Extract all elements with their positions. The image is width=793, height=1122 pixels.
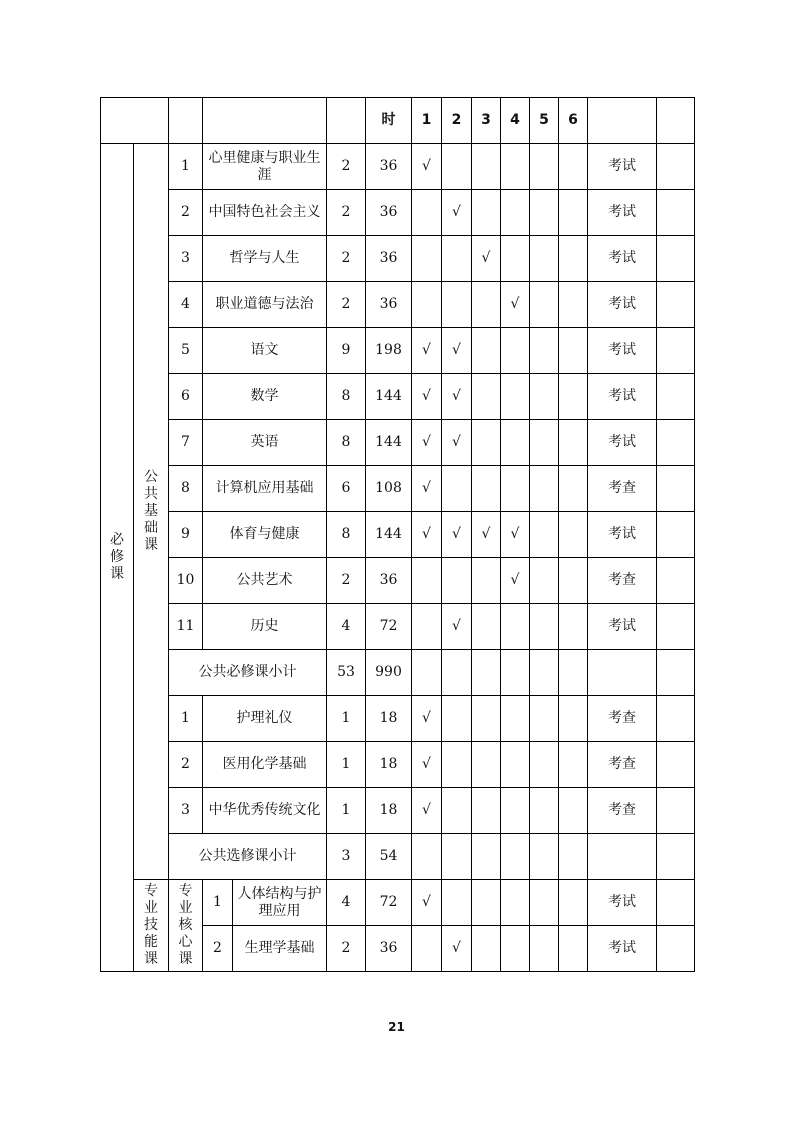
semester-mark xyxy=(559,420,588,466)
course-remarks xyxy=(657,374,695,420)
semester-mark: √ xyxy=(412,742,442,788)
table-row xyxy=(101,420,695,466)
course-assessment: 考试 xyxy=(588,374,657,420)
semester-mark: √ xyxy=(442,926,472,972)
semester-mark xyxy=(501,328,530,374)
category-public-basic xyxy=(134,144,169,880)
course-assessment: 考试 xyxy=(588,512,657,558)
semester-mark: √ xyxy=(412,880,442,926)
table-row xyxy=(101,328,695,374)
subtotal-label: 公共选修课小计 xyxy=(169,834,327,880)
course-hours: 36 xyxy=(366,558,412,604)
course-credits: 6 xyxy=(327,466,366,512)
table-row xyxy=(101,604,695,650)
subtotal-row xyxy=(101,834,695,880)
course-hours: 18 xyxy=(366,696,412,742)
header-semester-6: 6 xyxy=(559,98,588,144)
course-remarks xyxy=(657,282,695,328)
course-assessment: 考查 xyxy=(588,558,657,604)
semester-mark xyxy=(530,144,559,190)
semester-mark: √ xyxy=(412,374,442,420)
subtotal-hours: 990 xyxy=(366,650,412,696)
course-hours: 72 xyxy=(366,880,412,926)
table-row xyxy=(101,236,695,282)
header-semester-1: 1 xyxy=(412,98,442,144)
header-assessment-cell xyxy=(588,98,657,144)
course-hours: 36 xyxy=(366,282,412,328)
course-credits: 2 xyxy=(327,926,366,972)
course-credits: 2 xyxy=(327,144,366,190)
course-credits: 4 xyxy=(327,604,366,650)
semester-mark xyxy=(472,926,501,972)
course-remarks xyxy=(657,190,695,236)
course-credits: 1 xyxy=(327,742,366,788)
semester-mark xyxy=(472,788,501,834)
course-no: 7 xyxy=(169,420,203,466)
course-assessment: 考查 xyxy=(588,466,657,512)
semester-mark xyxy=(501,144,530,190)
semester-mark xyxy=(472,282,501,328)
semester-mark: √ xyxy=(412,512,442,558)
table-row xyxy=(101,880,695,926)
course-no: 1 xyxy=(169,696,203,742)
course-credits: 4 xyxy=(327,880,366,926)
semester-mark xyxy=(501,374,530,420)
semester-mark xyxy=(442,788,472,834)
semester-mark: √ xyxy=(442,374,472,420)
course-no: 4 xyxy=(169,282,203,328)
course-hours: 36 xyxy=(366,926,412,972)
page-number: 21 xyxy=(388,1020,405,1034)
semester-mark xyxy=(530,788,559,834)
table-row xyxy=(101,282,695,328)
semester-mark xyxy=(472,466,501,512)
semester-mark xyxy=(501,926,530,972)
header-semester-4: 4 xyxy=(501,98,530,144)
course-remarks xyxy=(657,926,695,972)
semester-mark xyxy=(530,512,559,558)
course-name: 公共艺术 xyxy=(203,558,327,604)
table-row xyxy=(101,742,695,788)
category-professional-core xyxy=(169,880,203,972)
course-assessment: 考试 xyxy=(588,880,657,926)
course-name: 语文 xyxy=(203,328,327,374)
course-no: 11 xyxy=(169,604,203,650)
semester-mark xyxy=(530,834,559,880)
course-credits: 8 xyxy=(327,374,366,420)
semester-mark xyxy=(412,282,442,328)
semester-mark xyxy=(442,696,472,742)
course-name: 职业道德与法治 xyxy=(203,282,327,328)
semester-mark xyxy=(559,880,588,926)
semester-mark xyxy=(530,880,559,926)
course-hours: 18 xyxy=(366,788,412,834)
semester-mark xyxy=(530,742,559,788)
subtotal-label: 公共必修课小计 xyxy=(169,650,327,696)
semester-mark xyxy=(559,328,588,374)
semester-mark: √ xyxy=(412,466,442,512)
semester-mark xyxy=(501,420,530,466)
course-hours: 36 xyxy=(366,190,412,236)
semester-mark xyxy=(559,144,588,190)
semester-mark xyxy=(412,834,442,880)
semester-mark: √ xyxy=(442,420,472,466)
semester-mark xyxy=(501,190,530,236)
semester-mark xyxy=(442,558,472,604)
semester-mark xyxy=(559,190,588,236)
semester-mark xyxy=(501,650,530,696)
course-name: 护理礼仪 xyxy=(203,696,327,742)
subtotal-credits: 53 xyxy=(327,650,366,696)
semester-mark xyxy=(472,742,501,788)
course-remarks xyxy=(657,742,695,788)
category-professional-skill-text: 专业技能课 xyxy=(144,883,158,967)
semester-mark xyxy=(472,696,501,742)
semester-mark: √ xyxy=(412,788,442,834)
semester-mark xyxy=(530,282,559,328)
header-semester-3: 3 xyxy=(472,98,501,144)
course-remarks xyxy=(657,466,695,512)
course-name: 生理学基础 xyxy=(233,926,327,972)
course-no: 5 xyxy=(169,328,203,374)
course-assessment: 考试 xyxy=(588,190,657,236)
category-required xyxy=(101,144,134,972)
course-hours: 18 xyxy=(366,742,412,788)
semester-mark xyxy=(442,834,472,880)
course-remarks xyxy=(657,558,695,604)
semester-mark xyxy=(472,558,501,604)
course-assessment: 考试 xyxy=(588,144,657,190)
category-public-basic-text: 公共基础课 xyxy=(144,469,158,553)
semester-mark xyxy=(559,788,588,834)
category-required-text: 必修课 xyxy=(110,532,124,582)
course-remarks xyxy=(657,788,695,834)
header-remarks-cell xyxy=(657,98,695,144)
table-row xyxy=(101,190,695,236)
course-name: 英语 xyxy=(203,420,327,466)
semester-mark xyxy=(559,236,588,282)
course-name: 医用化学基础 xyxy=(203,742,327,788)
semester-mark xyxy=(412,650,442,696)
subtotal-remarks xyxy=(657,650,695,696)
table-row xyxy=(101,144,695,190)
course-no: 1 xyxy=(203,880,233,926)
semester-mark xyxy=(530,466,559,512)
course-no: 2 xyxy=(203,926,233,972)
course-remarks xyxy=(657,512,695,558)
course-no: 8 xyxy=(169,466,203,512)
table-row xyxy=(101,558,695,604)
semester-mark xyxy=(530,328,559,374)
curriculum-table xyxy=(100,97,695,972)
table-body xyxy=(101,98,695,972)
semester-mark xyxy=(559,604,588,650)
semester-mark xyxy=(559,282,588,328)
course-assessment: 考查 xyxy=(588,742,657,788)
subtotal-hours: 54 xyxy=(366,834,412,880)
category-professional-core-text: 专业核心课 xyxy=(178,883,193,967)
semester-mark xyxy=(530,420,559,466)
course-credits: 1 xyxy=(327,696,366,742)
course-name: 体育与健康 xyxy=(203,512,327,558)
semester-mark: √ xyxy=(501,558,530,604)
semester-mark: √ xyxy=(442,512,472,558)
semester-mark xyxy=(472,834,501,880)
course-hours: 36 xyxy=(366,144,412,190)
semester-mark xyxy=(412,558,442,604)
course-credits: 2 xyxy=(327,282,366,328)
semester-mark xyxy=(472,420,501,466)
header-row xyxy=(101,98,695,144)
semester-mark: √ xyxy=(442,328,472,374)
course-no: 3 xyxy=(169,236,203,282)
course-hours: 72 xyxy=(366,604,412,650)
course-assessment: 考查 xyxy=(588,788,657,834)
course-name: 历史 xyxy=(203,604,327,650)
semester-mark xyxy=(530,374,559,420)
course-name: 中国特色社会主义 xyxy=(203,190,327,236)
header-hours-cell: 时 xyxy=(366,98,412,144)
semester-mark xyxy=(472,190,501,236)
course-credits: 2 xyxy=(327,190,366,236)
course-credits: 2 xyxy=(327,236,366,282)
semester-mark xyxy=(559,926,588,972)
semester-mark xyxy=(559,650,588,696)
semester-mark xyxy=(530,236,559,282)
semester-mark xyxy=(412,190,442,236)
semester-mark xyxy=(501,236,530,282)
semester-mark xyxy=(501,834,530,880)
semester-mark xyxy=(472,328,501,374)
course-name: 哲学与人生 xyxy=(203,236,327,282)
semester-mark xyxy=(530,926,559,972)
course-no: 6 xyxy=(169,374,203,420)
course-name: 数学 xyxy=(203,374,327,420)
course-assessment: 考试 xyxy=(588,420,657,466)
semester-mark xyxy=(530,650,559,696)
semester-mark xyxy=(559,466,588,512)
course-no: 1 xyxy=(169,144,203,190)
header-no-cell xyxy=(169,98,203,144)
semester-mark xyxy=(501,880,530,926)
semester-mark xyxy=(472,650,501,696)
header-credits-cell xyxy=(327,98,366,144)
course-hours: 144 xyxy=(366,374,412,420)
course-no: 3 xyxy=(169,788,203,834)
course-remarks xyxy=(657,420,695,466)
semester-mark xyxy=(442,466,472,512)
table-row xyxy=(101,788,695,834)
course-hours: 198 xyxy=(366,328,412,374)
header-semester-2: 2 xyxy=(442,98,472,144)
semester-mark xyxy=(530,696,559,742)
course-credits: 1 xyxy=(327,788,366,834)
semester-mark xyxy=(501,742,530,788)
semester-mark: √ xyxy=(472,512,501,558)
semester-mark: √ xyxy=(501,512,530,558)
semester-mark xyxy=(442,236,472,282)
semester-mark xyxy=(559,558,588,604)
semester-mark xyxy=(559,742,588,788)
semester-mark xyxy=(442,144,472,190)
course-name: 计算机应用基础 xyxy=(203,466,327,512)
course-no: 9 xyxy=(169,512,203,558)
semester-mark: √ xyxy=(501,282,530,328)
header-category-cell xyxy=(101,98,169,144)
course-no: 10 xyxy=(169,558,203,604)
semester-mark xyxy=(559,696,588,742)
semester-mark xyxy=(472,374,501,420)
table-row xyxy=(101,696,695,742)
semester-mark xyxy=(559,834,588,880)
course-remarks xyxy=(657,880,695,926)
course-credits: 9 xyxy=(327,328,366,374)
semester-mark xyxy=(501,696,530,742)
semester-mark xyxy=(472,604,501,650)
subtotal-row xyxy=(101,650,695,696)
course-hours: 36 xyxy=(366,236,412,282)
semester-mark: √ xyxy=(442,604,472,650)
semester-mark xyxy=(501,604,530,650)
course-assessment: 考试 xyxy=(588,926,657,972)
course-credits: 8 xyxy=(327,512,366,558)
semester-mark xyxy=(442,742,472,788)
course-assessment: 考试 xyxy=(588,328,657,374)
subtotal-assessment xyxy=(588,650,657,696)
semester-mark xyxy=(412,236,442,282)
course-remarks xyxy=(657,144,695,190)
semester-mark xyxy=(559,374,588,420)
course-remarks xyxy=(657,328,695,374)
subtotal-credits: 3 xyxy=(327,834,366,880)
course-credits: 8 xyxy=(327,420,366,466)
semester-mark: √ xyxy=(412,696,442,742)
semester-mark: √ xyxy=(412,144,442,190)
table-row xyxy=(101,466,695,512)
subtotal-remarks xyxy=(657,834,695,880)
course-remarks xyxy=(657,236,695,282)
semester-mark xyxy=(501,788,530,834)
course-hours: 144 xyxy=(366,512,412,558)
course-no: 2 xyxy=(169,190,203,236)
semester-mark xyxy=(442,650,472,696)
course-name: 中华优秀传统文化 xyxy=(203,788,327,834)
semester-mark xyxy=(530,604,559,650)
course-remarks xyxy=(657,696,695,742)
semester-mark: √ xyxy=(442,190,472,236)
course-assessment: 考查 xyxy=(588,696,657,742)
course-assessment: 考试 xyxy=(588,236,657,282)
course-name: 心里健康与职业生涯 xyxy=(203,144,327,190)
semester-mark xyxy=(442,880,472,926)
category-professional-skill xyxy=(134,880,169,972)
semester-mark: √ xyxy=(412,328,442,374)
semester-mark xyxy=(530,190,559,236)
semester-mark xyxy=(472,880,501,926)
course-no: 2 xyxy=(169,742,203,788)
semester-mark xyxy=(501,466,530,512)
course-hours: 144 xyxy=(366,420,412,466)
semester-mark xyxy=(412,604,442,650)
semester-mark xyxy=(442,282,472,328)
header-course-cell xyxy=(203,98,327,144)
header-semester-5: 5 xyxy=(530,98,559,144)
semester-mark: √ xyxy=(472,236,501,282)
course-credits: 2 xyxy=(327,558,366,604)
semester-mark xyxy=(530,558,559,604)
course-name: 人体结构与护理应用 xyxy=(233,880,327,926)
table-row xyxy=(101,374,695,420)
semester-mark: √ xyxy=(412,420,442,466)
semester-mark xyxy=(472,144,501,190)
table-row xyxy=(101,512,695,558)
semester-mark xyxy=(412,926,442,972)
course-hours: 108 xyxy=(366,466,412,512)
course-remarks xyxy=(657,604,695,650)
semester-mark xyxy=(559,512,588,558)
subtotal-assessment xyxy=(588,834,657,880)
course-assessment: 考试 xyxy=(588,282,657,328)
course-assessment: 考试 xyxy=(588,604,657,650)
